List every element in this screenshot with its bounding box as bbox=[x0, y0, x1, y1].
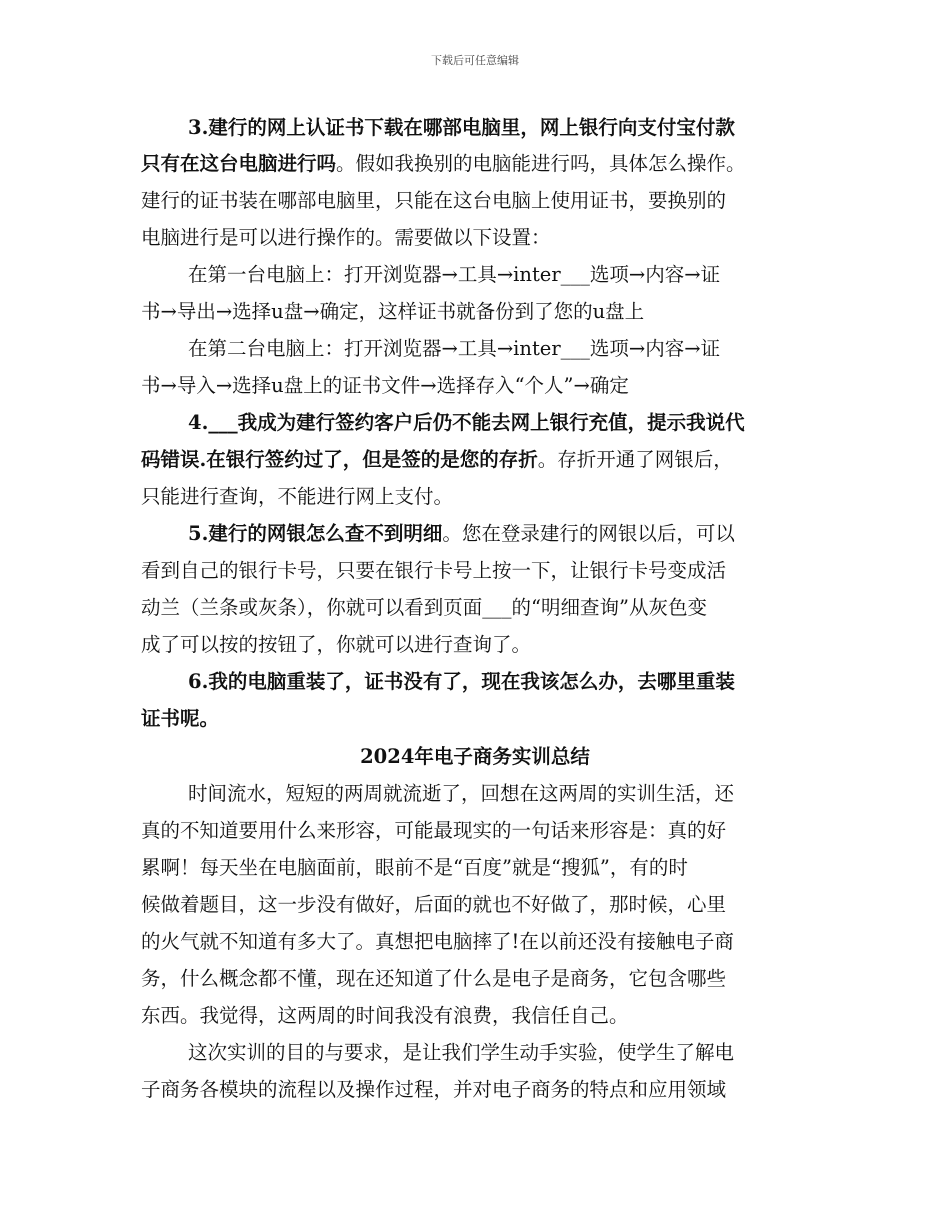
paragraph-line: 累啊！每天坐在电脑面前，眼前不是“百度”就是“搜狐”，有的时 bbox=[141, 856, 688, 879]
q3-title-line1: 3.建行的网上认证书下载在哪部电脑里，网上银行向支付宝付款 bbox=[188, 116, 735, 139]
paragraph-line: 这次实训的目的与要求，是让我们学生动手实验，使学生了解电 bbox=[188, 1041, 735, 1064]
paragraph-line: 书→导入→选择u盘上的证书文件→选择存入“个人”→确定 bbox=[141, 374, 629, 397]
paragraph-line: 书→导出→选择u盘→确定，这样证书就备份到了您的u盘上 bbox=[141, 300, 645, 323]
paragraph-line: 动兰（兰条或灰条），你就可以看到页面___的“明细查询”从灰色变 bbox=[141, 596, 707, 619]
paragraph-line: 成了可以按的按钮了，你就可以进行查询了。 bbox=[141, 633, 532, 656]
q4-title-line1: 4.___我成为建行签约客户后仍不能去网上银行充值，提示我说代 bbox=[188, 411, 745, 434]
q4-title-line2: 码错误.在银行签约过了，但是签的是您的存折。存折开通了网银后， bbox=[141, 448, 733, 471]
paragraph-line: 时间流水，短短的两周就流逝了，回想在这两周的实训生活，还 bbox=[188, 782, 735, 805]
paragraph-line: 建行的证书装在哪部电脑里，只能在这台电脑上使用证书，要换别的 bbox=[141, 189, 727, 212]
paragraph-line: 务，什么概念都不懂，现在还知道了什么是电子是商务，它包含哪些 bbox=[141, 967, 727, 990]
paragraph-line: 电脑进行是可以进行操作的。需要做以下设置： bbox=[141, 226, 551, 249]
paragraph-line: 真的不知道要用什么来形容，可能最现实的一句话来形容是：真的好 bbox=[141, 819, 727, 842]
section-title: 2024年电子商务实训总结 bbox=[360, 745, 590, 768]
q5-title-line: 5.建行的网银怎么查不到明细。您在登录建行的网银以后，可以 bbox=[188, 522, 735, 545]
q6-title-line2: 证书呢。 bbox=[141, 707, 220, 730]
paragraph-line: 看到自己的银行卡号，只要在银行卡号上按一下，让银行卡号变成活 bbox=[141, 559, 727, 582]
paragraph-line: 的火气就不知道有多大了。真想把电脑摔了!在以前还没有接触电子商 bbox=[141, 930, 734, 953]
paragraph-line: 东西。我觉得，这两周的时间我没有浪费，我信任自己。 bbox=[141, 1004, 629, 1027]
paragraph-line: 子商务各模块的流程以及操作过程，并对电子商务的特点和应用领域 bbox=[141, 1078, 727, 1101]
paragraph-line: 在第二台电脑上：打开浏览器→工具→inter___选项→内容→证 bbox=[188, 337, 721, 360]
q3-title-line2: 只有在这台电脑进行吗。假如我换别的电脑能进行吗，具体怎么操作。 bbox=[141, 152, 746, 175]
page-header: 下载后可任意编辑 bbox=[431, 54, 519, 67]
q6-title-line1: 6.我的电脑重装了，证书没有了，现在我该怎么办，去哪里重装 bbox=[188, 670, 735, 693]
paragraph-line: 在第一台电脑上：打开浏览器→工具→inter___选项→内容→证 bbox=[188, 263, 721, 286]
paragraph-line: 只能进行查询，不能进行网上支付。 bbox=[141, 485, 454, 508]
paragraph-line: 候做着题目，这一步没有做好，后面的就也不好做了，那时候，心里 bbox=[141, 893, 727, 916]
